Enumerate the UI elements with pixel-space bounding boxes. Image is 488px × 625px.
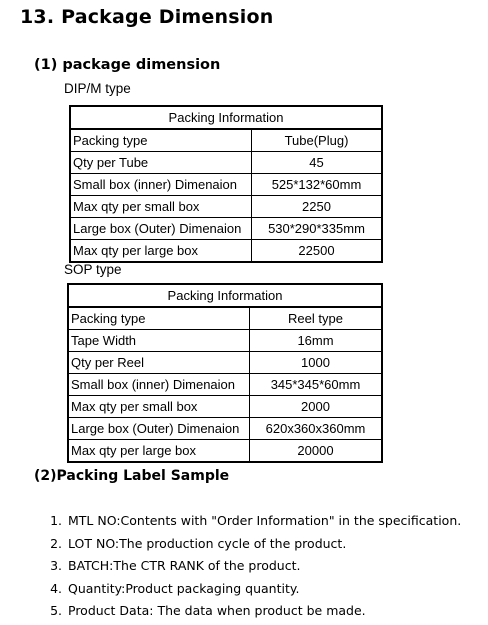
row-label: Max qty per large box <box>68 440 250 463</box>
row-value: Tube(Plug) <box>252 129 383 152</box>
list-text: Quantity:Product packaging quantity. <box>68 580 300 596</box>
section-title-package-dimension: (1) package dimension <box>34 57 221 73</box>
row-value: 1000 <box>250 352 383 374</box>
list-item <box>16 510 461 533</box>
table-row <box>70 218 382 240</box>
table-row <box>70 196 382 218</box>
row-label: Qty per Reel <box>68 352 250 374</box>
row-label: Large box (Outer) Dimenaion <box>68 418 250 440</box>
list-number: 4. <box>50 580 62 596</box>
table-row <box>70 129 382 152</box>
table-row <box>68 330 382 352</box>
page-title: 13. Package Dimension <box>20 6 274 28</box>
row-value: Reel type <box>250 307 383 330</box>
list-text: MTL NO:Contents with "Order Information" in the specification. <box>68 513 462 528</box>
row-label: Packing type <box>68 307 250 330</box>
list-item <box>16 600 461 623</box>
sop-type-label: SOP type <box>64 262 122 277</box>
row-value: 620x360x360mm <box>250 418 383 440</box>
dip-packing-table <box>69 105 383 263</box>
row-label: Qty per Tube <box>70 152 252 174</box>
table-row <box>70 174 382 196</box>
list-number: 5. <box>50 603 62 618</box>
row-label: Small box (inner) Dimenaion <box>68 374 250 396</box>
list-item <box>16 555 461 578</box>
table-row <box>70 240 382 263</box>
row-value: 22500 <box>252 240 383 263</box>
table-row <box>68 396 382 418</box>
table-row <box>68 374 382 396</box>
list-item <box>16 578 461 601</box>
row-value: 45 <box>252 152 383 174</box>
row-label: Max qty per small box <box>68 396 250 418</box>
table-row <box>68 440 382 463</box>
row-label: Tape Width <box>68 330 250 352</box>
table-caption: Packing Information <box>68 284 382 307</box>
row-label: Small box (inner) Dimenaion <box>70 174 252 196</box>
list-text: BATCH:The CTR RANK of the product. <box>68 558 301 573</box>
table-row <box>68 352 382 374</box>
table-row <box>70 152 382 174</box>
row-label: Large box (Outer) Dimenaion <box>70 218 252 240</box>
row-value: 20000 <box>250 440 383 463</box>
row-label: Max qty per large box <box>70 240 252 263</box>
table-caption: Packing Information <box>70 106 382 129</box>
list-item <box>16 533 461 556</box>
list-number: 3. <box>50 558 62 573</box>
section-title-packing-label: (2)Packing Label Sample <box>34 468 230 484</box>
row-value: 345*345*60mm <box>250 374 383 396</box>
row-value: 525*132*60mm <box>252 174 383 196</box>
list-text: LOT NO:The production cycle of the product. <box>68 535 347 551</box>
table-row <box>68 307 382 330</box>
row-label: Max qty per small box <box>70 196 252 218</box>
row-value: 530*290*335mm <box>252 218 383 240</box>
label-field-list <box>16 510 461 623</box>
dip-type-label: DIP/M type <box>64 81 131 96</box>
row-label: Packing type <box>70 129 252 152</box>
list-text: Product Data: The data when product be made. <box>68 603 366 618</box>
sop-packing-table <box>67 283 383 463</box>
row-value: 16mm <box>250 330 383 352</box>
list-number: 1. <box>50 513 62 528</box>
table-row <box>68 418 382 440</box>
row-value: 2250 <box>252 196 383 218</box>
row-value: 2000 <box>250 396 383 418</box>
list-number: 2. <box>50 535 62 551</box>
